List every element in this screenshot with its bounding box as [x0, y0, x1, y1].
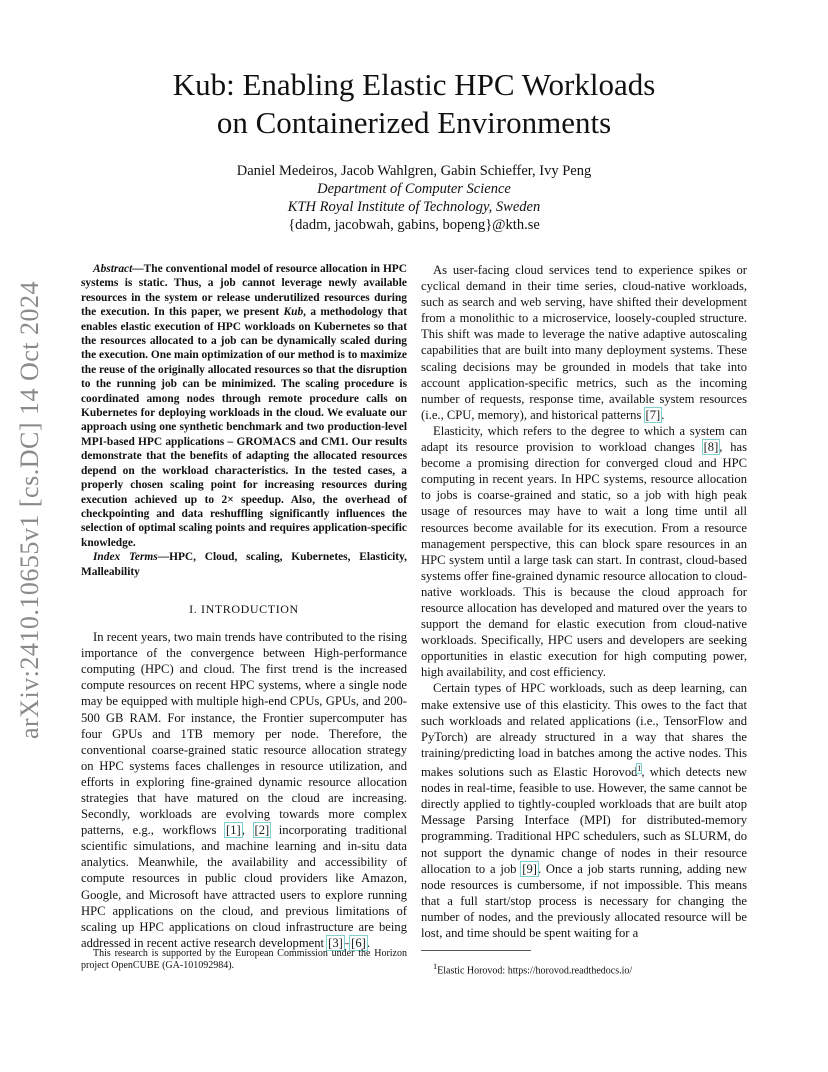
author-emails: {dadm, jacobwah, gabins, bopeng}@kth.se — [288, 217, 540, 233]
abstract-text-2: , a methodology that enables elastic execution of HPC workloads on Kubernetes so that the resources allocated to a job can be dynamically scaled during the execution. One main optimization of our method is to maximize the reuse of the originally allocated resources so that the disruption to the running job can be minimized. The scaling procedure is coordinated among nodes through remote procedure calls on Kubernetes for deploying workloads in the cloud. We evaluate our approach using one synthetic benchmark and two production-level MPI-based HPC applications – GROMACS and CM1. Our results demonstrate that the benefits of adapting the allocated resources depend on the workload characteristics. In the tested cases, a properly chosen scaling point for increasing resources during execution achieved up to 2× speedup. Also, the overhead of checkpointing and data reshuffling significantly influences the selection of optimal scaling points and requires application-specific knowledge. — [81, 306, 408, 549]
abstract-text-1: —The conventional model of resource allocation in HPC systems is static. Thus, a job cannot leverage newly available resources in the system or release underutilized resources during the execution. In this paper, we present — [81, 263, 407, 319]
arxiv-stamp — [10, 280, 50, 740]
right-p3-text-c: . Once a job starts running, adding new node resources is cumbersome, if not impossible. This means that a full start/stop process is necessary for changing the number of nodes, and the previously allocated resource will be lost, and time should be spent waiting for a — [421, 861, 747, 941]
title-line-2: on Containerized Environments — [216, 105, 612, 140]
right-column — [421, 262, 747, 941]
intro-p1-text-b: , — [241, 823, 254, 838]
right-paragraph-1 — [421, 262, 747, 423]
author-names: Daniel Medeiros, Jacob Wahlgren, Gabin Schieffer, Ivy Peng — [236, 163, 592, 179]
intro-paragraph-1 — [81, 629, 407, 951]
citation-link[interactable]: [9] — [522, 861, 537, 876]
footnote-marker-link[interactable]: 1 — [637, 763, 642, 773]
intro-p1-text-e: . — [366, 935, 370, 950]
right-p3-text-b: , which detects new nodes in real-time, feasible to use. However, the same cannot be directly applied to tightly-coupled workloads that are built atop Message Parsing Interface (MPI) for distributed-memory programming. Traditional HPC schedulers, such as SLURM, do not support the dynamic change of nodes in their resource allocation to a job — [421, 765, 747, 876]
author-block — [100, 162, 728, 234]
arxiv-identifier: arXiv:2410.10655v1 [cs.DC] 14 Oct 2024 — [15, 280, 44, 740]
right-paragraph-2 — [421, 423, 747, 681]
left-column — [81, 262, 407, 951]
intro-p1-text-a: In recent years, two main trends have contributed to the rising importance of the convergence between High-performance computing (HPC) and cloud. The first trend is the increased compute resources on recent HPC systems, where a single node may be equipped with multiple high-end CPUs, GPUs, and 200-500 GB RAM. For instance, the Frontier supercomputer has four GPUs and 1TB memory per node. Therefore, the conventional coarse-grained static resource allocation strategy on HPC systems faces challenges in resource utilization, and efforts in exploring fine-grained dynamic resource allocation strategies that have matured on the cloud are increasing. Secondly, workloads are evolving towards more complex patterns, e.g., workflows — [81, 630, 407, 838]
intro-p1-text-c: incorporating traditional scientific simulations, and machine learning and in-situ data analytics. Meanwhile, the availability and accessibility of compute resources in public cloud providers like Amazon, Google, and Microsoft have attracted users to explore running HPC applications on the cloud, and previous limitations of scaling up HPC applications on cloud infrastructure are being addressed in recent active research development — [81, 823, 408, 950]
right-p2-text-a: Elasticity, which refers to the degree to which a system can adapt its resource provision to workload changes — [421, 423, 747, 455]
institution: KTH Royal Institute of Technology, Sweden — [287, 199, 541, 215]
citation-link[interactable]: [3] — [328, 935, 343, 950]
right-p3-text-a: Certain types of HPC workloads, such as deep learning, can make extensive use of this elasticity. This owes to the fact that such workloads and related applications (i.e., TensorFlow and PyTorch) are already structured in a way that shares the training/predicting load in batches among the active nodes. This makes solutions such as Elastic Horovod — [421, 681, 747, 780]
section-heading-introduction: I. INTRODUCTION — [189, 601, 299, 616]
right-p1-text-b: . — [661, 407, 665, 422]
department: Department of Computer Science — [317, 181, 511, 197]
footnote-number: 1 — [433, 962, 438, 971]
index-terms-text: —HPC, Cloud, scaling, Kubernetes, Elasticity, Malleability — [81, 551, 407, 578]
title-line-1: Kub: Enabling Elastic HPC Workloads — [172, 67, 656, 102]
intro-p1-text-d: – — [343, 935, 351, 950]
funding-footnote: This research is supported by the European Commission under the Horizon project OpenCUBE (GA-101092984). — [81, 948, 407, 972]
abstract-label: Abstract — [93, 263, 133, 275]
footnote-divider — [421, 950, 531, 951]
right-p1-text-a: As user-facing cloud services tend to experience spikes or cyclical demand in their time series, cloud-native workloads, such as search and web serving, have shifted their development from a monolithic to a microservice, loosely-coupled structure. This shift was made to leverage the native adaptive autoscaling capabilities that are built into many deployment systems. These scaling decisions may be grounded in models that take into account application-specific metrics, such as the incoming number of requests, response time, available system resources (i.e., CPU, memory), and historical patterns — [421, 263, 747, 422]
index-terms-label: Index Terms — [93, 551, 158, 564]
paper-title — [100, 66, 728, 142]
abstract — [81, 262, 407, 550]
footnote-text: Elastic Horovod: https://horovod.readthedocs.io/ — [437, 965, 633, 977]
index-terms — [81, 550, 407, 579]
right-paragraph-3 — [421, 680, 747, 941]
citation-link[interactable]: [7] — [645, 407, 661, 422]
citation-link[interactable]: [6] — [351, 935, 366, 950]
right-p2-text-b: , has become a promising direction for converged cloud and HPC computing in recent years. In HPC systems, resource allocation to jobs is coarse-grained and static, so a job with high peak usage of resources may have to wait a long time until all resources become available for its execution. From a resource management perspective, this can block spare resources in an HPC system until a large task can start. In contrast, cloud-based systems offer fine-grained dynamic resource allocation to cloud-native workloads. This is because the cloud approach for resource allocation has developed and matured over the years to support the demand for elastic execution from cloud-native workloads. Specifically, HPC users and developers are seeking opportunities in elastic execution for high computing power, high availability, and cost efficiency. — [421, 440, 747, 680]
citation-link[interactable]: [1] — [226, 823, 241, 838]
citation-link[interactable]: [8] — [703, 440, 719, 455]
abstract-kub: Kub — [283, 306, 304, 319]
footnote-horovod — [421, 961, 747, 978]
citation-link[interactable]: [2] — [254, 823, 270, 838]
